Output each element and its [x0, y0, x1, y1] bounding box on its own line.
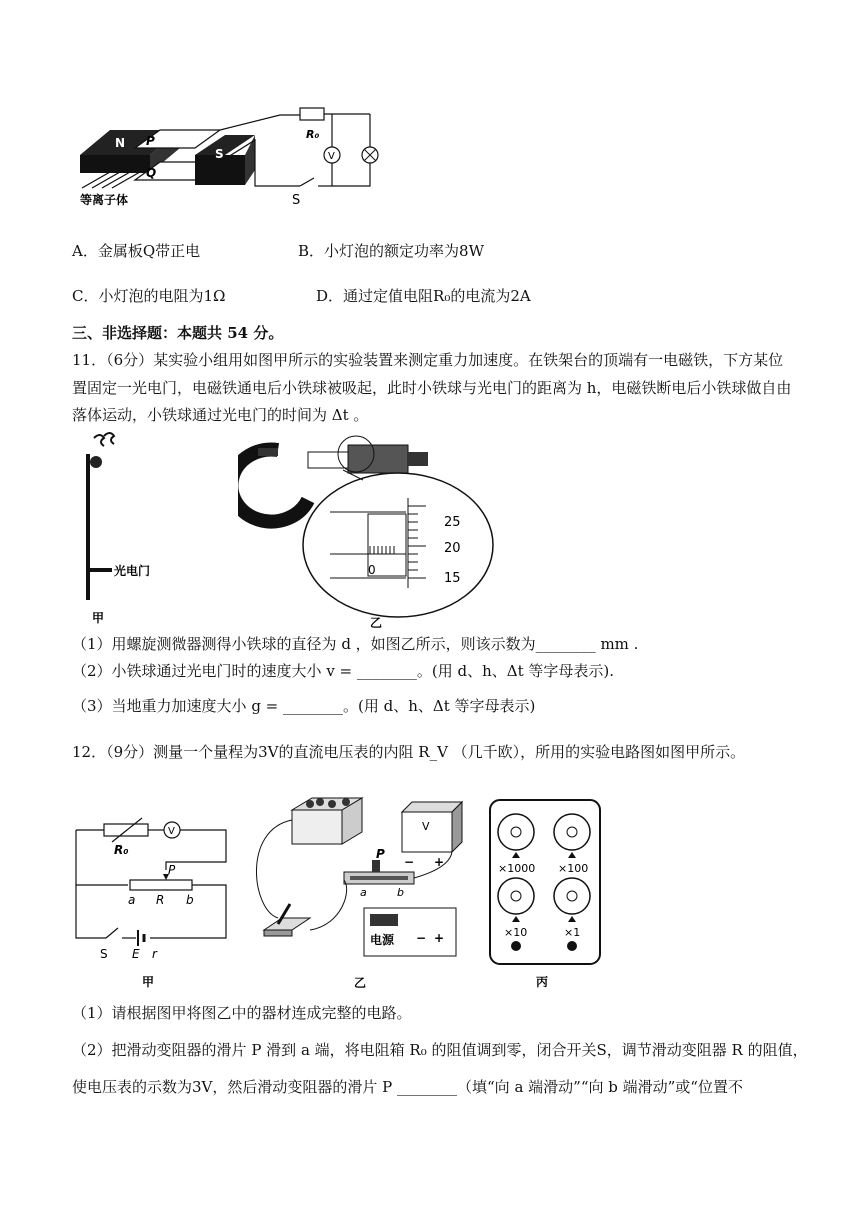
scale-25: 25: [444, 515, 461, 530]
mhd-generator-figure: [70, 100, 390, 225]
v-label-jia: V: [168, 826, 175, 837]
magnet-n-label: N: [115, 136, 126, 150]
micrometer-frame: [238, 450, 308, 522]
switch-label: S: [292, 193, 301, 208]
p-label-yi: P: [376, 847, 385, 861]
r0-label: R₀: [306, 128, 320, 141]
q12-line1: 12．（9分）测量一个量程为3V的直流电压表的内阻 R_V （几千欧），所用的实验电路图如图甲所示。: [72, 743, 746, 761]
circuit-diagram-jia: [68, 790, 248, 990]
resistance-dials-bing: [486, 796, 604, 992]
plate-p-label: P: [146, 134, 155, 148]
plasma-arrows: [82, 172, 140, 188]
q12-sub1: （1）请根据图甲将图乙中的器材连成完整的电路。: [72, 1004, 412, 1022]
q11-line1: 11．（6分）某实验小组用如图甲所示的实验装置来测定重力加速度。在铁架台的顶端有一电磁铁，下方某位: [72, 351, 784, 369]
s-label-jia: S: [100, 947, 108, 961]
iron-stand-figure: [72, 430, 192, 625]
p-label-jia: P: [168, 863, 176, 877]
q12-sub2-line1: （2）把滑动变阻器的滑片 P 滑到 a 端，将电阻箱 R₀ 的阻值调到零，闭合开关S，调节滑动变阻器 R 的阻值，: [72, 1041, 808, 1059]
switch-s-jia: [106, 928, 118, 938]
x1000-label: ×1000: [498, 862, 536, 875]
b-label-yi: b: [397, 886, 404, 899]
scale-0: 0: [368, 563, 376, 577]
option-a: A．金属板Q带正电: [72, 242, 201, 260]
stand-rod: [86, 454, 90, 600]
scale-20: 20: [444, 541, 461, 556]
resistance-box: [292, 810, 342, 844]
plate-q-label: Q: [146, 166, 157, 180]
x10-label: ×10: [504, 926, 528, 939]
micrometer-thimble: [348, 445, 408, 473]
option-b: B．小灯泡的额定功率为8W: [298, 242, 484, 260]
b-label-jia: b: [186, 893, 194, 907]
minus-label-ps: −: [416, 931, 427, 945]
a-label-yi: a: [360, 886, 367, 899]
fig-jia-label: 甲: [92, 611, 105, 625]
option-c: C．小灯泡的电阻为1Ω: [72, 287, 226, 305]
fig-yi-label: 乙: [370, 616, 383, 630]
equipment-figure-yi: [252, 790, 472, 990]
fig-jia-label-12: 甲: [142, 975, 155, 989]
q11-line3: 落体运动，小铁球通过光电门的时间为 Δt 。: [72, 406, 369, 424]
switch-device: [264, 930, 292, 936]
a-label-jia: a: [128, 893, 136, 907]
q11-line2: 置固定一光电门，电磁铁通电后小铁球被吸起，此时小铁球与光电门的距离为 h，电磁铁断电后小铁球做自由: [72, 379, 792, 397]
q12-sub2-line2: 使电压表的示数为3V，然后滑动变阻器的滑片 P ________（填“向 a 端滑动”“向 b 端滑动”或“位置不: [72, 1078, 743, 1096]
q11-sub1: （1）用螺旋测微器测得小铁球的直径为 d ，如图乙所示，则该示数为________ mm .: [72, 635, 639, 653]
rsmall-label-jia: r: [152, 947, 157, 961]
option-d: D．通过定值电阻R₀的电流为2A: [316, 287, 531, 305]
magnified-view: [303, 473, 493, 617]
r-label-jia: R: [156, 893, 165, 907]
micrometer-figure: [238, 430, 498, 630]
voltmeter-label: V: [328, 151, 335, 162]
plus-label-v: +: [434, 855, 445, 869]
x100-label: ×100: [558, 862, 589, 875]
scale-15: 15: [444, 571, 461, 586]
plus-label-ps: +: [434, 931, 445, 945]
iron-ball: [90, 456, 102, 468]
photogate: [90, 568, 112, 572]
resistor-r0: [300, 108, 324, 120]
q11-sub2: （2）小铁球通过光电门时的速度大小 v = ________。(用 d、h、Δt 等字母表示).: [72, 662, 615, 680]
source-label: 电源: [370, 933, 395, 947]
switch-s: [300, 178, 314, 186]
photogate-label: 光电门: [114, 564, 151, 578]
minus-label-v: −: [404, 855, 415, 869]
section-title: 三、非选择题：本题共 54 分。: [72, 324, 284, 342]
r0-label-jia: R₀: [114, 843, 129, 857]
rheostat-r: [130, 880, 192, 890]
resistance-box-r0: [104, 824, 148, 836]
x1-label: ×1: [564, 926, 581, 939]
fig-bing-label: 丙: [536, 975, 549, 989]
magnet-s-label: S: [215, 147, 224, 161]
plasma-label: 等离子体: [80, 193, 129, 207]
electromagnet-coil: [94, 435, 104, 446]
e-label-jia: E: [132, 947, 140, 961]
magnet-n-front: [80, 155, 150, 173]
fig-yi-label-12: 乙: [354, 976, 367, 990]
v-label-yi: V: [422, 820, 430, 833]
q11-sub3: （3）当地重力加速度大小 g = ________。(用 d、h、Δt 等字母表示): [72, 697, 536, 715]
